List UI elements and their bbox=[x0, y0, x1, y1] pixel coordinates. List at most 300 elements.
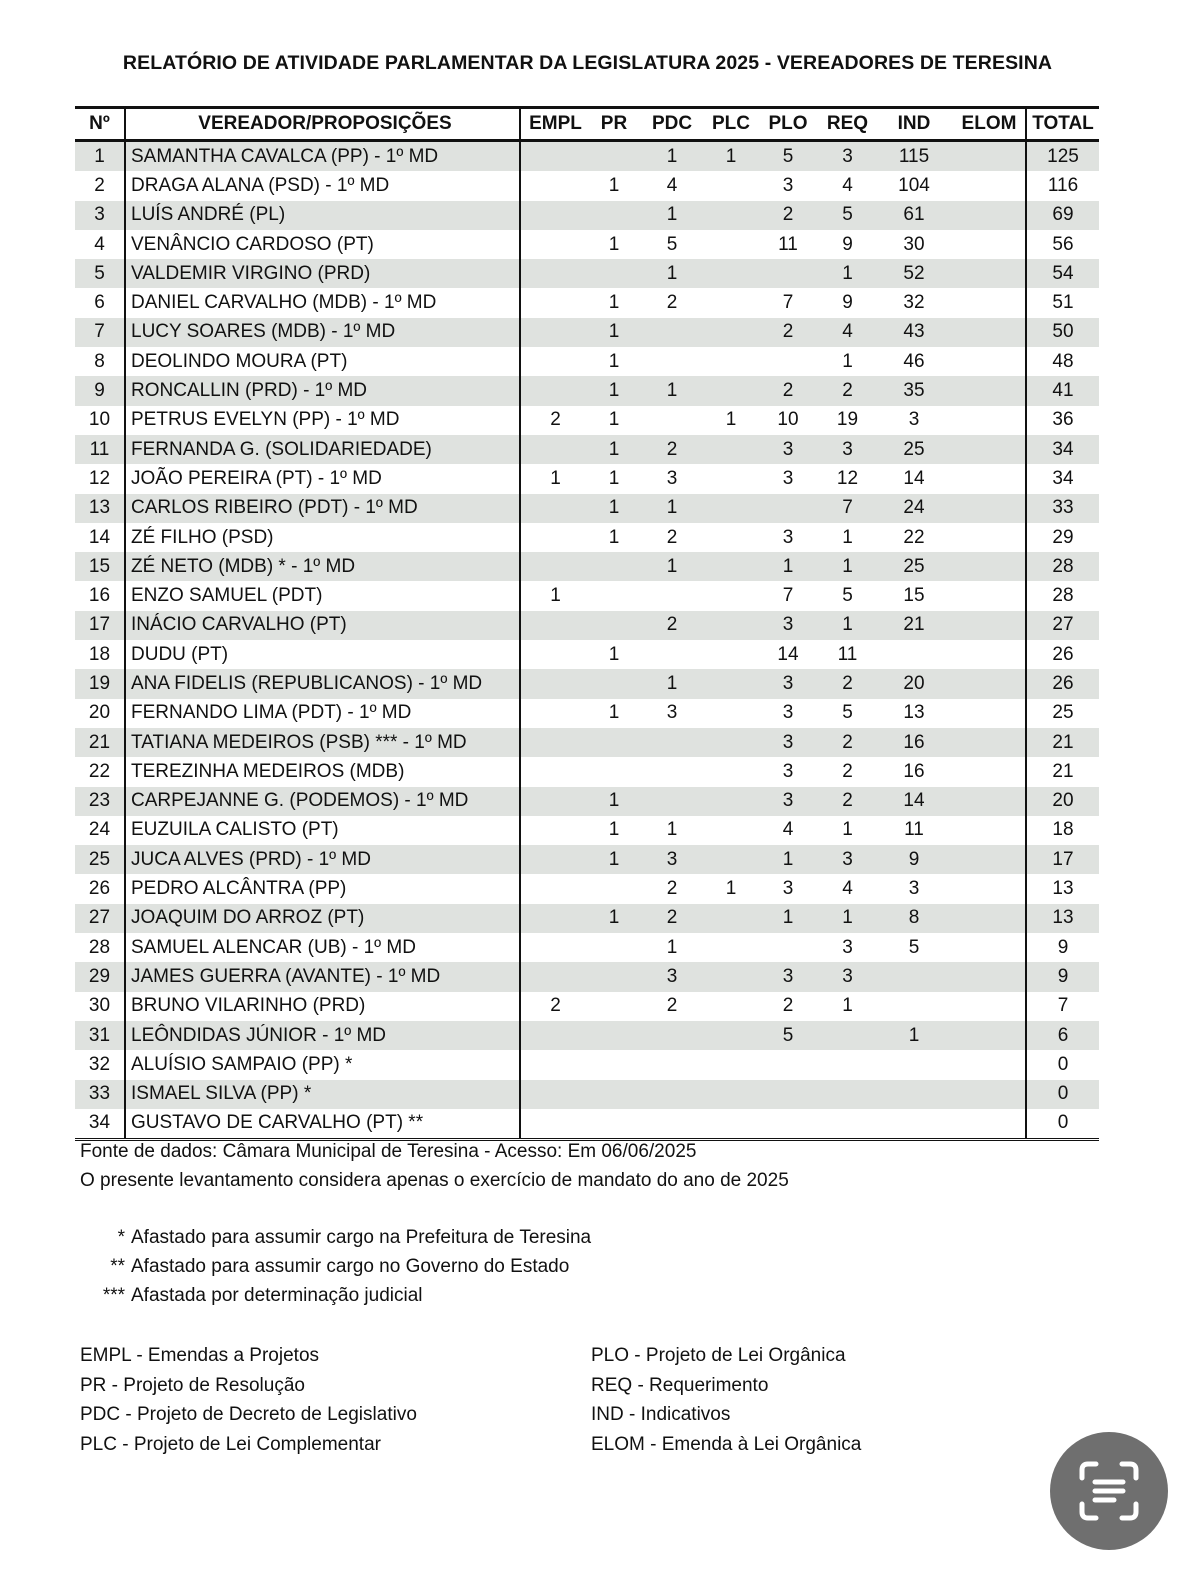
cell-councilor: EUZUILA CALISTO (PT) bbox=[131, 819, 339, 841]
cell-number: 26 bbox=[75, 874, 125, 903]
cell-number: 34 bbox=[75, 1109, 125, 1140]
cell-total: 50 bbox=[1026, 318, 1099, 347]
header-councilor: VEREADOR/PROPOSIÇÕES bbox=[125, 108, 520, 141]
cell-number: 20 bbox=[75, 699, 125, 728]
cell-total: 26 bbox=[1052, 643, 1074, 665]
cell-req: 3 bbox=[820, 845, 875, 874]
cell-ind bbox=[875, 992, 953, 1021]
cell-plo bbox=[756, 933, 820, 962]
cell-ind: 3 bbox=[908, 878, 920, 900]
cell-empl bbox=[520, 757, 590, 786]
cell-pdc bbox=[638, 787, 706, 816]
cell-req: 5 bbox=[842, 585, 853, 607]
cell-empl bbox=[520, 787, 590, 816]
cell-number: 6 bbox=[75, 288, 125, 317]
cell-total: 6 bbox=[1026, 1021, 1099, 1050]
cell-pr: 1 bbox=[608, 409, 620, 431]
cell-councilor: ALUÍSIO SAMPAIO (PP) * bbox=[131, 1053, 353, 1075]
cell-req bbox=[820, 1021, 875, 1050]
cell-total: 29 bbox=[1052, 526, 1074, 548]
cell-pr bbox=[590, 1109, 638, 1140]
cell-empl bbox=[520, 816, 590, 845]
cell-elom bbox=[953, 669, 1026, 698]
cell-elom bbox=[953, 845, 1026, 874]
cell-elom bbox=[953, 1080, 1026, 1109]
cell-pr bbox=[590, 728, 638, 757]
cell-pr bbox=[590, 141, 638, 172]
cell-plo: 1 bbox=[756, 904, 820, 933]
cell-elom bbox=[953, 874, 1026, 903]
cell-total: 27 bbox=[1026, 611, 1099, 640]
cell-req: 9 bbox=[842, 233, 853, 255]
cell-elom bbox=[953, 933, 1026, 962]
cell-plo bbox=[756, 347, 820, 376]
cell-req: 3 bbox=[820, 962, 875, 991]
cell-total: 0 bbox=[1026, 1080, 1099, 1109]
footnote-item bbox=[80, 1281, 591, 1310]
cell-number: 28 bbox=[75, 933, 125, 962]
cell-plo: 2 bbox=[756, 318, 820, 347]
table-row bbox=[75, 201, 1099, 230]
cell-total: 125 bbox=[1026, 141, 1099, 172]
cell-number: 7 bbox=[75, 318, 125, 347]
table-row bbox=[75, 1080, 1099, 1109]
table-row bbox=[75, 992, 1099, 1021]
cell-req: 2 bbox=[820, 376, 875, 405]
cell-empl bbox=[520, 1050, 590, 1079]
cell-pdc bbox=[638, 728, 706, 757]
cell-pr bbox=[590, 874, 638, 903]
cell-elom bbox=[953, 581, 1026, 610]
cell-plo: 3 bbox=[756, 962, 820, 991]
activity-table bbox=[75, 106, 1099, 1141]
cell-ind: 14 bbox=[875, 787, 953, 816]
cell-total: 0 bbox=[1026, 1109, 1099, 1140]
cell-pdc: 1 bbox=[666, 819, 678, 841]
cell-elom bbox=[953, 1109, 1026, 1140]
cell-number: 18 bbox=[75, 640, 125, 669]
cell-ind bbox=[875, 1109, 953, 1140]
cell-plo: 5 bbox=[756, 1021, 820, 1050]
cell-number: 3 bbox=[75, 201, 125, 230]
cell-number: 30 bbox=[75, 992, 125, 1021]
cell-empl bbox=[520, 699, 590, 728]
cell-plo: 1 bbox=[756, 845, 820, 874]
cell-pdc: 2 bbox=[638, 904, 706, 933]
cell-req: 5 bbox=[820, 201, 875, 230]
cell-elom bbox=[953, 288, 1026, 317]
cell-pr: 1 bbox=[590, 435, 638, 464]
table-row bbox=[75, 581, 1099, 610]
cell-pr bbox=[590, 1050, 638, 1079]
cell-pdc: 3 bbox=[638, 845, 706, 874]
cell-ind: 11 bbox=[904, 819, 924, 841]
cell-number: 23 bbox=[75, 787, 125, 816]
table-row bbox=[75, 757, 1099, 786]
cell-ind bbox=[875, 962, 953, 991]
cell-pdc: 1 bbox=[638, 141, 706, 172]
cell-plo: 11 bbox=[778, 233, 798, 255]
cell-councilor: FERNANDO LIMA (PDT) - 1º MD bbox=[131, 702, 412, 724]
cell-ind: 14 bbox=[903, 467, 925, 489]
cell-ind: 35 bbox=[875, 376, 953, 405]
cell-plo bbox=[756, 259, 820, 288]
cell-plo: 3 bbox=[756, 728, 820, 757]
table-row bbox=[75, 259, 1099, 288]
legend-left bbox=[80, 1341, 417, 1459]
cell-req: 1 bbox=[820, 904, 875, 933]
scan-text-button[interactable] bbox=[1050, 1432, 1168, 1550]
cell-pr bbox=[590, 757, 638, 786]
cell-pr: 1 bbox=[608, 174, 620, 196]
cell-councilor: LUÍS ANDRÉ (PL) bbox=[125, 201, 520, 230]
table-row bbox=[75, 669, 1099, 698]
cell-total: 9 bbox=[1026, 962, 1099, 991]
legend-item: PLC - Projeto de Lei Complementar bbox=[80, 1433, 381, 1455]
cell-ind: 1 bbox=[875, 1021, 953, 1050]
cell-pr bbox=[590, 259, 638, 288]
cell-number: 15 bbox=[75, 552, 125, 581]
cell-elom bbox=[953, 376, 1026, 405]
cell-empl bbox=[520, 728, 590, 757]
table-row bbox=[75, 464, 1099, 493]
cell-plc bbox=[706, 201, 756, 230]
header-number: Nº bbox=[75, 108, 125, 141]
cell-pdc bbox=[638, 1080, 706, 1109]
cell-req: 1 bbox=[820, 611, 875, 640]
cell-pr: 1 bbox=[590, 494, 638, 523]
report-title: RELATÓRIO DE ATIVIDADE PARLAMENTAR DA LEGISLATURA 2025 - VEREADORES DE TERESINA bbox=[122, 52, 1053, 74]
cell-elom bbox=[953, 1050, 1026, 1079]
cell-pdc: 1 bbox=[638, 494, 706, 523]
cell-ind: 16 bbox=[903, 760, 925, 782]
cell-total: 7 bbox=[1057, 995, 1069, 1017]
cell-councilor: LEÔNDIDAS JÚNIOR - 1º MD bbox=[125, 1021, 520, 1050]
cell-pdc: 1 bbox=[666, 936, 678, 958]
header-pr: PR bbox=[590, 108, 638, 141]
cell-pdc bbox=[638, 1109, 706, 1140]
cell-councilor: DEOLINDO MOURA (PT) bbox=[131, 350, 348, 372]
table-row bbox=[75, 1021, 1099, 1050]
cell-number: 31 bbox=[75, 1021, 125, 1050]
cell-number: 5 bbox=[75, 259, 125, 288]
cell-councilor: LUCY SOARES (MDB) - 1º MD bbox=[125, 318, 520, 347]
cell-pr: 1 bbox=[590, 376, 638, 405]
cell-number: 12 bbox=[75, 464, 125, 493]
cell-councilor: VENÂNCIO CARDOSO (PT) bbox=[131, 233, 374, 255]
cell-councilor: FERNANDA G. (SOLIDARIEDADE) bbox=[125, 435, 520, 464]
cell-empl bbox=[520, 845, 590, 874]
cell-councilor: RONCALLIN (PRD) - 1º MD bbox=[125, 376, 520, 405]
cell-pdc: 2 bbox=[666, 526, 678, 548]
cell-ind: 104 bbox=[898, 174, 930, 196]
cell-req: 3 bbox=[842, 936, 853, 958]
cell-pr bbox=[590, 1080, 638, 1109]
cell-plo bbox=[756, 1050, 820, 1079]
legend-item: REQ - Requerimento bbox=[591, 1374, 769, 1396]
cell-plc bbox=[706, 464, 756, 493]
cell-pr bbox=[590, 669, 638, 698]
cell-councilor: SAMANTHA CAVALCA (PP) - 1º MD bbox=[125, 141, 520, 172]
table-row bbox=[75, 933, 1099, 962]
cell-total: 116 bbox=[1047, 174, 1079, 196]
cell-elom bbox=[953, 640, 1026, 669]
cell-number: 1 bbox=[75, 141, 125, 172]
cell-req: 4 bbox=[820, 318, 875, 347]
cell-number: 27 bbox=[75, 904, 125, 933]
cell-req: 1 bbox=[842, 995, 853, 1017]
legend-item: PDC - Projeto de Decreto de Legislativo bbox=[80, 1404, 417, 1425]
legend-item: PR - Projeto de Resolução bbox=[80, 1374, 305, 1396]
cell-plo: 7 bbox=[782, 292, 794, 314]
cell-ind: 13 bbox=[903, 702, 925, 724]
cell-pr bbox=[590, 581, 638, 610]
cell-councilor: DUDU (PT) bbox=[131, 643, 229, 665]
cell-ind: 22 bbox=[903, 526, 925, 548]
cell-elom bbox=[953, 141, 1026, 172]
cell-plc bbox=[706, 581, 756, 610]
cell-empl bbox=[520, 259, 590, 288]
table-row bbox=[75, 816, 1099, 845]
table-row bbox=[75, 288, 1099, 317]
cell-empl bbox=[520, 933, 590, 962]
cell-elom bbox=[953, 757, 1026, 786]
cell-plo: 3 bbox=[756, 787, 820, 816]
header-plc: PLC bbox=[706, 108, 756, 141]
cell-number: 17 bbox=[75, 611, 125, 640]
cell-plc bbox=[706, 640, 756, 669]
cell-empl bbox=[520, 376, 590, 405]
cell-councilor: JUCA ALVES (PRD) - 1º MD bbox=[125, 845, 520, 874]
cell-plo: 1 bbox=[756, 552, 820, 581]
cell-empl bbox=[520, 347, 590, 376]
cell-empl bbox=[520, 318, 590, 347]
cell-elom bbox=[953, 1021, 1026, 1050]
cell-councilor: PEDRO ALCÂNTRA (PP) bbox=[131, 878, 347, 900]
cell-req: 9 bbox=[842, 292, 853, 314]
cell-elom bbox=[953, 171, 1026, 200]
cell-pr: 1 bbox=[608, 819, 620, 841]
footnote-item bbox=[80, 1252, 591, 1281]
cell-plc bbox=[706, 318, 756, 347]
cell-ind: 8 bbox=[875, 904, 953, 933]
cell-ind: 24 bbox=[875, 494, 953, 523]
cell-plo: 14 bbox=[777, 643, 799, 665]
cell-pdc bbox=[638, 318, 706, 347]
cell-pr bbox=[590, 201, 638, 230]
cell-pr: 1 bbox=[590, 845, 638, 874]
cell-total: 28 bbox=[1052, 585, 1074, 607]
cell-number: 10 bbox=[75, 406, 125, 435]
cell-elom bbox=[953, 464, 1026, 493]
legend-item: IND - Indicativos bbox=[591, 1404, 731, 1425]
cell-empl: 1 bbox=[520, 464, 590, 493]
cell-req: 4 bbox=[842, 174, 853, 196]
cell-plc bbox=[706, 1109, 756, 1140]
cell-plc bbox=[706, 494, 756, 523]
cell-plo bbox=[756, 1109, 820, 1140]
table-row bbox=[75, 552, 1099, 581]
cell-ind: 32 bbox=[903, 292, 925, 314]
cell-total: 25 bbox=[1052, 702, 1074, 724]
cell-plc bbox=[706, 933, 756, 962]
cell-pdc: 2 bbox=[638, 435, 706, 464]
cell-elom bbox=[953, 962, 1026, 991]
cell-elom bbox=[953, 552, 1026, 581]
header-elom: ELOM bbox=[953, 108, 1026, 141]
cell-elom bbox=[953, 259, 1026, 288]
cell-councilor: JOAQUIM DO ARROZ (PT) bbox=[125, 904, 520, 933]
cell-plc bbox=[706, 171, 756, 200]
footnote-text: Afastado para assumir cargo no Governo do Estado bbox=[131, 1256, 570, 1277]
footnote-mark: *** bbox=[102, 1285, 125, 1306]
cell-number: 9 bbox=[75, 376, 125, 405]
cell-req: 2 bbox=[820, 787, 875, 816]
header-ind: IND bbox=[875, 108, 953, 141]
cell-elom bbox=[953, 699, 1026, 728]
table-row bbox=[75, 962, 1099, 991]
document-scan-icon bbox=[1074, 1456, 1144, 1526]
cell-councilor: TATIANA MEDEIROS (PSB) *** - 1º MD bbox=[125, 728, 520, 757]
cell-pr bbox=[590, 611, 638, 640]
cell-empl bbox=[520, 141, 590, 172]
cell-pr: 1 bbox=[590, 904, 638, 933]
footnote-text: Afastado para assumir cargo na Prefeitura de Teresina bbox=[131, 1227, 592, 1248]
table-row bbox=[75, 904, 1099, 933]
cell-plo bbox=[756, 494, 820, 523]
cell-pdc bbox=[638, 1050, 706, 1079]
cell-plc bbox=[706, 230, 756, 259]
cell-empl bbox=[520, 1021, 590, 1050]
cell-empl: 2 bbox=[520, 406, 590, 435]
cell-empl bbox=[520, 669, 590, 698]
cell-ind: 61 bbox=[875, 201, 953, 230]
header-req: REQ bbox=[820, 108, 875, 141]
cell-number: 11 bbox=[75, 435, 125, 464]
cell-empl bbox=[520, 1109, 590, 1140]
cell-ind: 43 bbox=[875, 318, 953, 347]
cell-plo: 3 bbox=[782, 526, 794, 548]
cell-plc bbox=[706, 611, 756, 640]
cell-number: 21 bbox=[75, 728, 125, 757]
cell-number: 14 bbox=[75, 523, 125, 552]
cell-pdc: 1 bbox=[638, 201, 706, 230]
cell-councilor: ANA FIDELIS (REPUBLICANOS) - 1º MD bbox=[125, 669, 520, 698]
cell-plc bbox=[706, 757, 756, 786]
cell-req: 11 bbox=[837, 643, 858, 665]
cell-plc bbox=[706, 259, 756, 288]
cell-pdc bbox=[638, 347, 706, 376]
cell-empl bbox=[520, 1080, 590, 1109]
cell-total: 33 bbox=[1026, 494, 1099, 523]
cell-empl: 1 bbox=[520, 581, 590, 610]
cell-ind: 5 bbox=[908, 936, 920, 958]
cell-plc bbox=[706, 1050, 756, 1079]
cell-req: 19 bbox=[836, 409, 859, 431]
cell-pdc: 4 bbox=[666, 174, 678, 196]
header-pdc: PDC bbox=[638, 108, 706, 141]
cell-pdc bbox=[638, 406, 706, 435]
cell-total: 36 bbox=[1052, 409, 1074, 431]
cell-empl bbox=[520, 874, 590, 903]
cell-total: 9 bbox=[1057, 936, 1069, 958]
cell-total: 69 bbox=[1026, 201, 1099, 230]
cell-empl bbox=[520, 435, 590, 464]
cell-plc bbox=[706, 523, 756, 552]
footnote-mark: * bbox=[117, 1227, 125, 1248]
cell-total: 13 bbox=[1052, 878, 1074, 900]
source-note: Fonte de dados: Câmara Municipal de Teresina - Acesso: Em 06/06/2025 bbox=[80, 1141, 697, 1162]
table-row bbox=[75, 611, 1099, 640]
cell-plc bbox=[706, 992, 756, 1021]
cell-plo: 7 bbox=[782, 585, 794, 607]
header-total: TOTAL bbox=[1026, 108, 1099, 141]
cell-elom bbox=[953, 347, 1026, 376]
cell-plc bbox=[706, 962, 756, 991]
cell-ind: 21 bbox=[875, 611, 953, 640]
cell-pdc: 2 bbox=[666, 292, 678, 314]
cell-total: 41 bbox=[1026, 376, 1099, 405]
cell-total: 54 bbox=[1026, 259, 1099, 288]
cell-pdc: 1 bbox=[638, 376, 706, 405]
cell-req: 1 bbox=[820, 552, 875, 581]
table-body bbox=[75, 141, 1099, 1140]
cell-plo: 3 bbox=[782, 174, 794, 196]
cell-ind bbox=[875, 1050, 953, 1079]
table-row bbox=[75, 787, 1099, 816]
cell-req: 5 bbox=[842, 702, 853, 724]
cell-number: 19 bbox=[75, 669, 125, 698]
cell-councilor: BRUNO VILARINHO (PRD) bbox=[131, 995, 366, 1017]
cell-elom bbox=[953, 523, 1026, 552]
cell-ind: 115 bbox=[875, 141, 953, 172]
cell-empl bbox=[520, 611, 590, 640]
cell-req: 3 bbox=[820, 141, 875, 172]
cell-councilor: ZÉ NETO (MDB) * - 1º MD bbox=[125, 552, 520, 581]
cell-councilor: DANIEL CARVALHO (MDB) - 1º MD bbox=[131, 292, 437, 314]
cell-ind: 25 bbox=[875, 435, 953, 464]
cell-plo: 3 bbox=[782, 878, 794, 900]
cell-total: 17 bbox=[1026, 845, 1099, 874]
cell-plc bbox=[706, 816, 756, 845]
cell-ind: 30 bbox=[903, 233, 925, 255]
cell-req: 12 bbox=[836, 467, 859, 489]
cell-req: 1 bbox=[842, 819, 853, 841]
table-row bbox=[75, 347, 1099, 376]
cell-pdc: 5 bbox=[666, 233, 678, 255]
cell-total: 18 bbox=[1052, 819, 1074, 841]
cell-plo: 2 bbox=[782, 995, 794, 1017]
cell-plo: 3 bbox=[756, 611, 820, 640]
cell-ind bbox=[875, 640, 953, 669]
cell-plc bbox=[706, 787, 756, 816]
footnote-mark: ** bbox=[110, 1256, 125, 1277]
cell-councilor: ZÉ FILHO (PSD) bbox=[131, 526, 274, 548]
cell-pr: 1 bbox=[608, 350, 620, 372]
table-row bbox=[75, 494, 1099, 523]
cell-pr: 1 bbox=[608, 292, 620, 314]
table-row bbox=[75, 318, 1099, 347]
cell-total: 28 bbox=[1026, 552, 1099, 581]
cell-ind: 16 bbox=[875, 728, 953, 757]
table-row bbox=[75, 1109, 1099, 1140]
cell-plc bbox=[706, 347, 756, 376]
cell-councilor: VALDEMIR VIRGINO (PRD) bbox=[125, 259, 520, 288]
cell-pdc: 2 bbox=[638, 611, 706, 640]
table-row bbox=[75, 874, 1099, 903]
cell-pr bbox=[590, 933, 638, 962]
cell-pdc: 1 bbox=[638, 259, 706, 288]
